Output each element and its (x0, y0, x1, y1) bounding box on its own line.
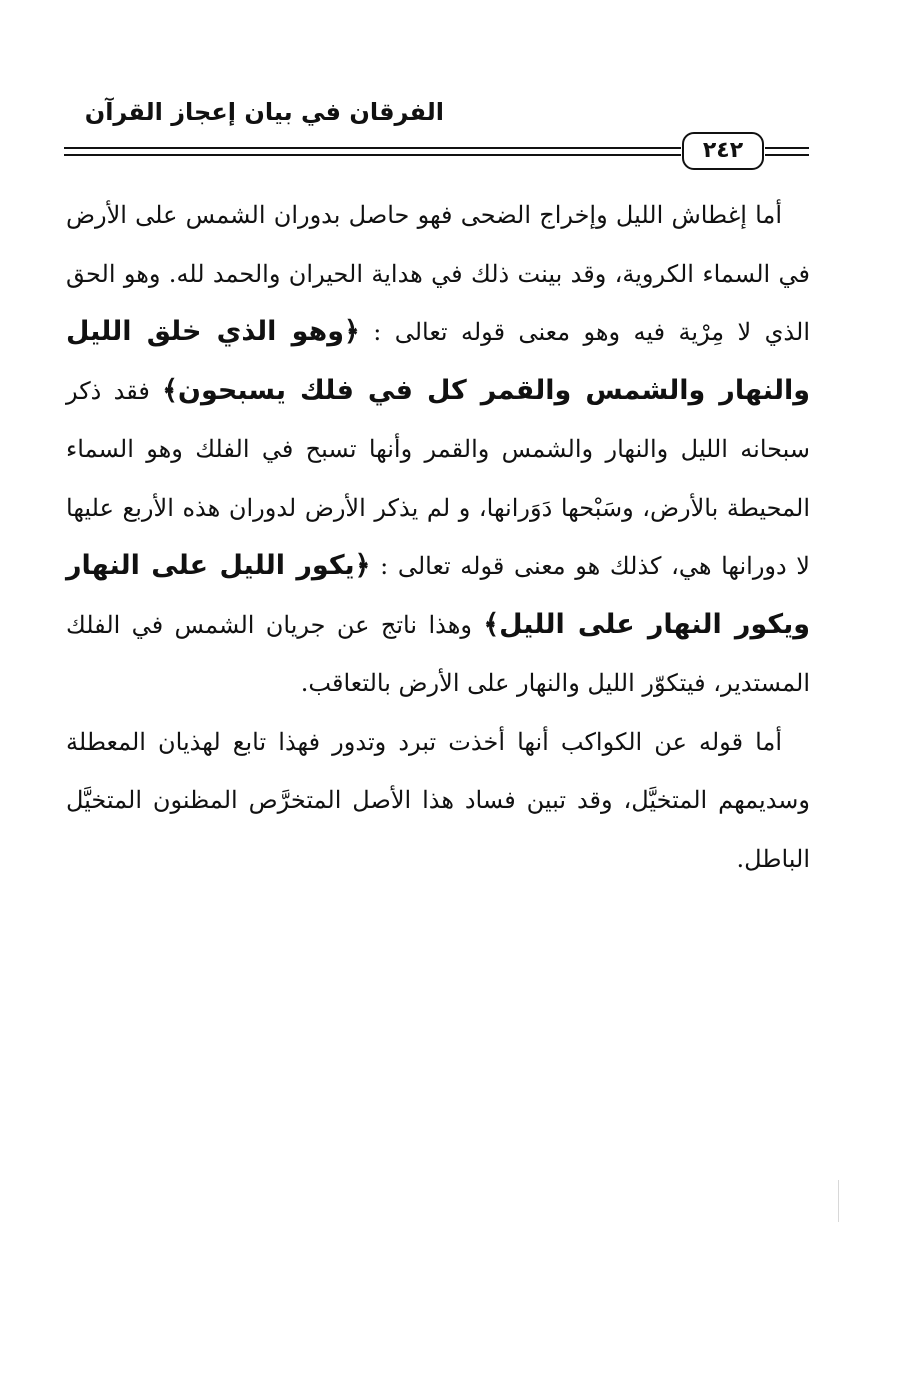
page-number: ٢٤٢ (702, 138, 744, 163)
main-text (66, 186, 810, 888)
text-span: أما إغطاش الليل وإخراج الضحى فهو حاصل بدوران الشمس على الأرض في السماء الكروية، وقد بينت ذلك في هداية الحيران والحمد لله. وهو الحق الذي لا مِرْية فيه وهو معنى قوله تعالى : (66, 201, 810, 346)
text-span: فقد ذكر سبحانه الليل والنهار والشمس والقمر وأنها تسبح في الفلك وهو السماء المحيطة بالأرض، وسَبْحها دَوَرانها، و لم يذكر الأرض لدوران هذه الأربع عليها لا دورانها هي، كذلك هو معنى قوله تعالى : (66, 376, 810, 580)
paragraph-1 (66, 186, 810, 713)
header-rule-bottom (64, 154, 681, 156)
header-rule-top (64, 147, 681, 149)
quran-verse: ﴿يكور الليل على النهار ويكور النهار على الليل﴾ (66, 550, 811, 640)
header-rule-right-bottom (765, 154, 809, 156)
paragraph-2 (66, 713, 810, 889)
running-title: الفرقان في بيان إعجاز القرآن (84, 98, 444, 126)
text-span: أما قوله عن الكواكب أنها أخذت تبرد وتدور فهذا تابع لهذيان المعطلة وسديمهم المتخيَّل، وقد تبين فساد هذا الأصل المتخرَّص المظنون المتخيَّل الباطل. (66, 727, 810, 873)
page-number-frame (682, 132, 764, 170)
scan-mark (838, 1180, 839, 1222)
text-span: وهذا ناتج عن جريان الشمس في الفلك المستدير، فيتكوّر الليل والنهار على الأرض بالتعاقب. (66, 610, 810, 697)
header-rule-right-top (765, 147, 809, 149)
quran-verse: ﴿وهو الذي خلق الليل والنهار والشمس والقمر كل في فلك يسبحون﴾ (66, 316, 810, 406)
